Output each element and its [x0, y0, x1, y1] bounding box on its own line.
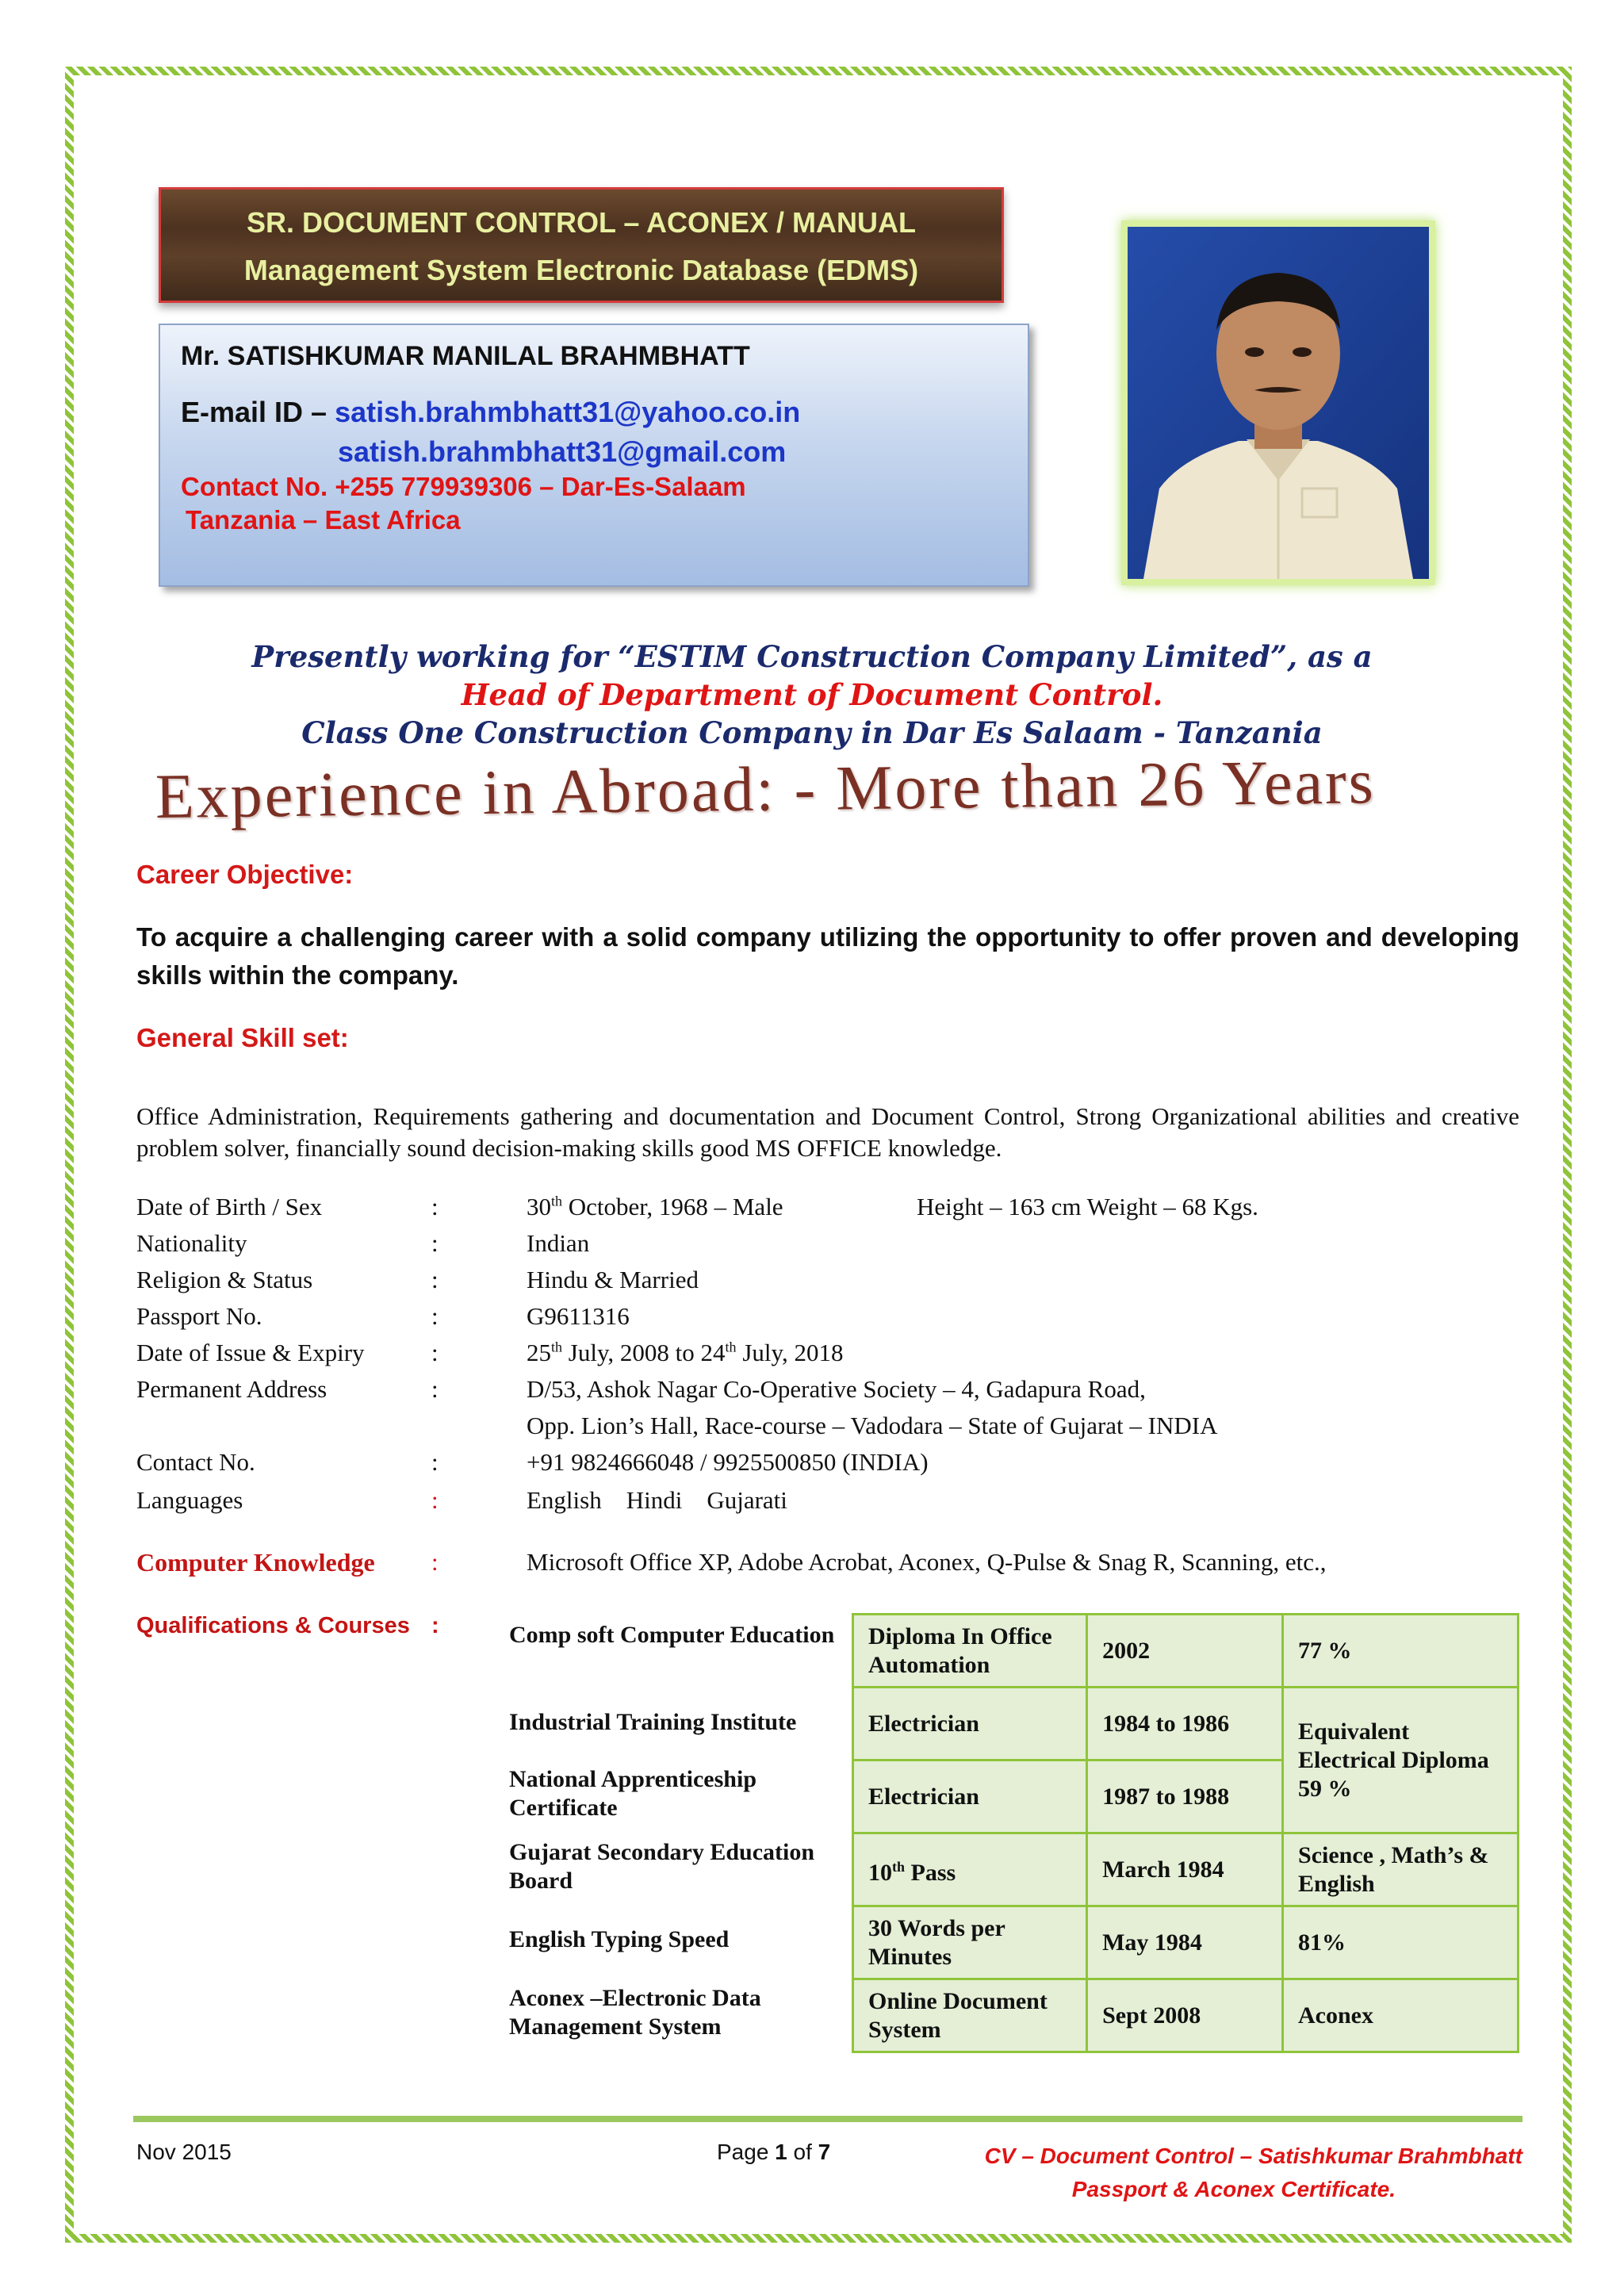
nationality-label: Nationality: [136, 1229, 247, 1257]
table-cell-merged: Equivalent Electrical Diploma 59 %: [1283, 1688, 1519, 1833]
banner-line-2: Management System Electronic Database (EDMS): [243, 254, 919, 286]
computer-value: Microsoft Office XP, Adobe Acrobat, Aconex, Q-Pulse & Snag R, Scanning, etc.,: [527, 1548, 1327, 1576]
table-cell: 30 Words per Minutes: [853, 1906, 1087, 1979]
career-objective-heading: Career Objective:: [136, 860, 354, 889]
colon: :: [431, 1448, 439, 1476]
table-cell: Aconex: [1283, 1979, 1519, 2052]
contact-phone: Contact No. +255 779939306 – Dar-Es-Salaam: [181, 472, 746, 501]
table-cell: Science , Math’s & English: [1283, 1833, 1519, 1906]
contact-box: [159, 324, 1029, 587]
table-cell: 77 %: [1283, 1615, 1519, 1688]
table-cell: 81%: [1283, 1906, 1519, 1979]
experience-banner: Experience in Abroad: - More than 26 Years: [155, 747, 1377, 832]
colon: :: [431, 1339, 439, 1366]
colon: :: [431, 1266, 439, 1293]
institution-5: English Typing Speed: [509, 1926, 730, 1952]
address-line-2: Opp. Lion’s Hall, Race-course – Vadodara – State of Gujarat – INDIA: [527, 1412, 1218, 1439]
table-cell: March 1984: [1087, 1833, 1283, 1906]
religion-value: Hindu & Married: [527, 1266, 699, 1293]
colon: :: [431, 1193, 439, 1220]
table-cell: 1984 to 1986: [1087, 1688, 1283, 1761]
footer-title-line-2: Passport & Aconex Certificate.: [1071, 2177, 1396, 2201]
email-link-gmail[interactable]: satish.brahmbhatt31@gmail.com: [338, 435, 787, 468]
table-cell: 1987 to 1988: [1087, 1761, 1283, 1833]
colon: :: [431, 1375, 439, 1403]
footer-date: Nov 2015: [136, 2140, 232, 2164]
table-cell: Online Document System: [853, 1979, 1087, 2052]
table-cell: Electrician: [853, 1688, 1087, 1761]
table-cell: Diploma In Office Automation: [853, 1615, 1087, 1688]
passport-label: Passport No.: [136, 1302, 262, 1330]
institution-2: Industrial Training Institute: [509, 1709, 797, 1735]
table-row: [853, 1906, 1519, 1979]
institution-6: Aconex –Electronic Data Management System: [509, 1985, 761, 2040]
contact-location: Tanzania – East Africa: [186, 505, 461, 534]
passport-value: G9611316: [527, 1302, 630, 1330]
colon: :: [431, 1486, 439, 1514]
religion-label: Religion & Status: [136, 1266, 313, 1293]
table-row: [853, 1833, 1519, 1906]
address-label: Permanent Address: [136, 1375, 327, 1403]
skill-set-heading: General Skill set:: [136, 1023, 349, 1052]
portrait-illustration: [1128, 227, 1429, 579]
footer-doc-title: [983, 2140, 1522, 2206]
table-row: [853, 1688, 1519, 1761]
qualifications-label: Qualifications & Courses: [136, 1613, 410, 1638]
banner-line-1: SR. DOCUMENT CONTROL – ACONEX / MANUAL: [246, 206, 916, 239]
table-cell: May 1984: [1087, 1906, 1283, 1979]
issue-value: 25th July, 2008 to 24th July, 2018: [527, 1339, 844, 1366]
present-line-3: Class One Construction Company in Dar Es Salaam - Tanzania: [301, 715, 1323, 750]
languages-value: English Hindi Gujarati: [527, 1486, 787, 1514]
table-cell: Sept 2008: [1087, 1979, 1283, 2052]
colon: :: [431, 1302, 439, 1330]
career-objective-text: To acquire a challenging career with a solid company utilizing the opportunity to offer proven and developing skills within the company.: [136, 922, 1519, 990]
institution-4: Gujarat Secondary Education Board: [509, 1839, 815, 1894]
present-line-1: Presently working for “ESTIM Construction Company Limited”, as a: [251, 639, 1373, 674]
table-cell: 2002: [1087, 1615, 1283, 1688]
footer-rule: [133, 2116, 1522, 2122]
qualifications-colon: :: [431, 1613, 439, 1638]
colon: :: [431, 1548, 439, 1576]
nationality-value: Indian: [527, 1229, 590, 1257]
institution-1: Comp soft Computer Education: [509, 1622, 835, 1648]
table-row: [853, 1979, 1519, 2052]
footer-page-number: Page 1 of 7: [717, 2140, 831, 2164]
issue-label: Date of Issue & Expiry: [136, 1339, 365, 1366]
height-weight: Height – 163 cm Weight – 68 Kgs.: [917, 1193, 1258, 1220]
computer-label: Computer Knowledge: [136, 1548, 375, 1577]
address-line-1: D/53, Ashok Nagar Co-Operative Society – 4, Gadapura Road,: [527, 1375, 1146, 1403]
email-label: E-mail ID –: [181, 396, 335, 428]
qualifications-table: [852, 1613, 1519, 2053]
contact-label: Contact No.: [136, 1448, 255, 1476]
profile-photo: [1121, 220, 1435, 585]
table-cell: Electrician: [853, 1761, 1087, 1833]
institution-3: National Apprenticeship Certificate: [509, 1766, 756, 1821]
dob-value: 30th October, 1968 – Male: [527, 1193, 783, 1220]
title-banner: [159, 187, 1004, 303]
email-link-yahoo[interactable]: satish.brahmbhatt31@yahoo.co.in: [335, 396, 801, 428]
languages-label: Languages: [136, 1486, 243, 1514]
table-cell: 10th Pass: [853, 1833, 1087, 1906]
footer-title-line-1: CV – Document Control – Satishkumar Brahmbhatt: [984, 2144, 1522, 2168]
contact-value: +91 9824666048 / 9925500850 (INDIA): [527, 1448, 929, 1476]
candidate-name: Mr. SATISHKUMAR MANILAL BRAHMBHATT: [181, 341, 750, 371]
skill-set-text: Office Administration, Requirements gathering and documentation and Document Control, Strong Organizational abilities and creative problem solver, financially sound decision-making skills good MS OFFICE knowledge.: [136, 1102, 1519, 1162]
colon: :: [431, 1229, 439, 1257]
dob-label: Date of Birth / Sex: [136, 1193, 323, 1220]
table-row: [853, 1615, 1519, 1688]
present-line-2: Head of Department of Document Control.: [461, 677, 1163, 712]
email-row: [181, 396, 1007, 429]
